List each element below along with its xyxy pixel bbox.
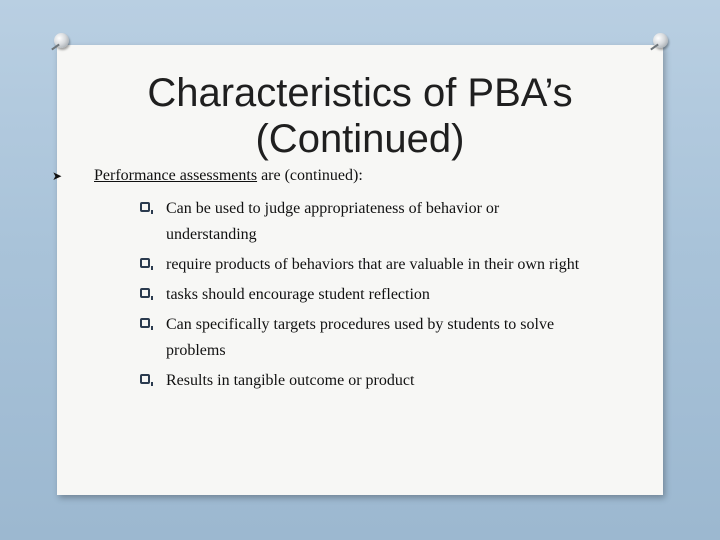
list-item-line1: Can be used to judge appropriateness of behavior or bbox=[166, 200, 500, 217]
list-item-line2: problems bbox=[166, 342, 226, 359]
list-item-line1: Results in tangible outcome or product bbox=[166, 372, 415, 389]
slide-title-line2: (Continued) bbox=[255, 117, 465, 161]
main-bullet-rest: are (continued): bbox=[257, 167, 363, 184]
list-item bbox=[140, 312, 660, 364]
pushpin-icon bbox=[649, 33, 673, 55]
list-item-line1: tasks should encourage student reflection bbox=[166, 286, 430, 303]
checkbox-bullet-icon bbox=[140, 374, 150, 384]
list-item bbox=[140, 368, 660, 394]
list-item-line1: require products of behaviors that are valuable in their own right bbox=[166, 256, 580, 273]
arrow-bullet-icon: ➤ bbox=[52, 169, 63, 183]
list-item bbox=[140, 282, 660, 308]
list-item-line1: Can specifically targets procedures used by students to solve bbox=[166, 316, 555, 333]
main-bullet-text bbox=[94, 166, 363, 186]
sub-bullet-list bbox=[140, 196, 660, 398]
slide-title bbox=[57, 70, 663, 162]
checkbox-bullet-icon bbox=[140, 258, 150, 268]
list-item bbox=[140, 196, 660, 248]
checkbox-bullet-icon bbox=[140, 318, 150, 328]
list-item bbox=[140, 252, 660, 278]
slide-title-line1: Characteristics of PBA’s bbox=[147, 71, 573, 115]
list-item-line2: understanding bbox=[166, 226, 257, 243]
main-bullet-underlined: Performance assessments bbox=[94, 167, 258, 184]
pushpin-icon bbox=[50, 33, 74, 55]
checkbox-bullet-icon bbox=[140, 202, 150, 212]
checkbox-bullet-icon bbox=[140, 288, 150, 298]
